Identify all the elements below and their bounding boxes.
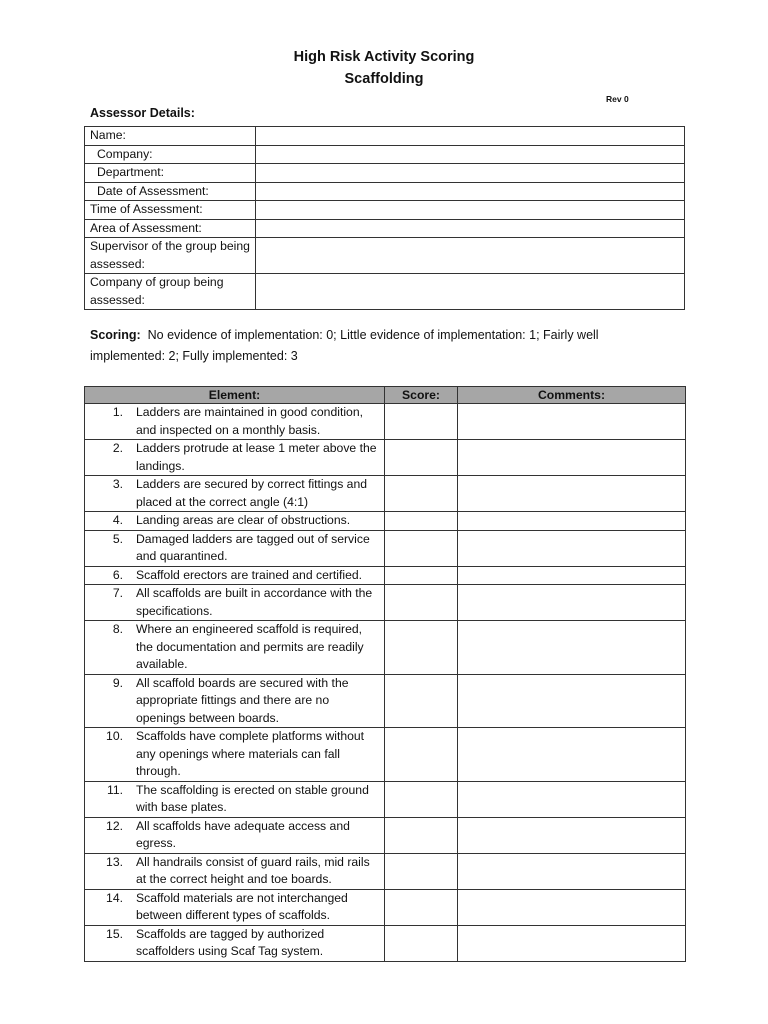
score-cell[interactable] — [385, 585, 458, 621]
comment-cell[interactable] — [458, 585, 686, 621]
area-of-assessment-field[interactable] — [256, 219, 685, 238]
assessor-details-table — [84, 126, 685, 310]
comment-cell[interactable] — [458, 889, 686, 925]
element-cell — [85, 674, 385, 728]
element-number: 14. — [106, 890, 123, 905]
name-field[interactable] — [256, 127, 685, 146]
element-number: 13. — [106, 854, 123, 869]
score-cell[interactable] — [385, 404, 458, 440]
score-cell[interactable] — [385, 530, 458, 566]
score-cell[interactable] — [385, 476, 458, 512]
department-label: Department: — [85, 164, 256, 183]
time-of-assessment-field[interactable] — [256, 201, 685, 220]
element-number: 2. — [112, 441, 123, 455]
revision-label: Rev 0 — [606, 94, 629, 104]
comment-cell[interactable] — [458, 728, 686, 782]
element-scoring-table — [84, 386, 686, 962]
table-row — [85, 728, 686, 782]
area-of-assessment-label: Area of Assessment: — [85, 219, 256, 238]
assessor-row-name — [85, 127, 685, 146]
assessor-row-date — [85, 182, 685, 201]
name-label: Name: — [85, 127, 256, 146]
assessor-details-heading: Assessor Details: — [90, 106, 195, 120]
group-company-field[interactable] — [256, 274, 685, 310]
comment-cell[interactable] — [458, 566, 686, 585]
page-subtitle: Scaffolding — [344, 71, 424, 87]
score-cell[interactable] — [385, 566, 458, 585]
element-number: 9. — [112, 675, 123, 690]
table-row — [85, 585, 686, 621]
element-cell — [85, 585, 385, 621]
table-row — [85, 476, 686, 512]
score-column-header: Score: — [385, 387, 458, 404]
element-text: Scaffolds have complete platforms without any openings where materials can fall through. — [136, 729, 365, 778]
element-cell — [85, 781, 385, 817]
assessor-row-department — [85, 164, 685, 183]
table-row — [85, 781, 686, 817]
element-table-body — [85, 404, 686, 962]
table-row — [85, 925, 686, 961]
element-cell — [85, 476, 385, 512]
assessor-row-company — [85, 145, 685, 164]
table-header-row — [85, 387, 686, 404]
element-number: 3. — [112, 477, 123, 491]
element-cell — [85, 889, 385, 925]
table-row — [85, 530, 686, 566]
comment-cell[interactable] — [458, 476, 686, 512]
scoring-label: Scoring: — [90, 328, 141, 342]
scoring-legend — [90, 325, 650, 367]
element-text: Ladders protrude at lease 1 meter above the landings. — [136, 441, 377, 473]
comment-cell[interactable] — [458, 853, 686, 889]
score-cell[interactable] — [385, 728, 458, 782]
table-row — [85, 889, 686, 925]
element-number: 4. — [112, 513, 123, 527]
assessor-row-group-company — [85, 274, 685, 310]
element-cell — [85, 440, 385, 476]
comment-cell[interactable] — [458, 440, 686, 476]
table-row — [85, 674, 686, 728]
element-text: Landing areas are clear of obstructions. — [136, 513, 351, 527]
table-row — [85, 566, 686, 585]
element-text: All scaffold boards are secured with the appropriate fittings and there are no openings between boards. — [136, 675, 349, 725]
element-text: The scaffolding is erected on stable ground with base plates. — [136, 782, 369, 814]
comment-cell[interactable] — [458, 512, 686, 531]
element-text: All scaffolds have adequate access and egress. — [136, 818, 350, 850]
element-number: 7. — [112, 586, 123, 600]
element-cell — [85, 512, 385, 531]
comment-cell[interactable] — [458, 674, 686, 728]
score-cell[interactable] — [385, 440, 458, 476]
comment-cell[interactable] — [458, 621, 686, 675]
comment-cell[interactable] — [458, 404, 686, 440]
element-number: 11. — [106, 782, 123, 797]
element-cell — [85, 530, 385, 566]
company-field[interactable] — [256, 145, 685, 164]
assessor-row-supervisor — [85, 238, 685, 274]
element-cell — [85, 817, 385, 853]
scoring-description: No evidence of implementation: 0; Little evidence of implementation: 1; Fairly well implemented: 2; Fully implemented: 3 — [90, 328, 599, 363]
score-cell[interactable] — [385, 621, 458, 675]
element-text: Ladders are secured by correct fittings and placed at the correct angle (4:1) — [136, 477, 368, 509]
score-cell[interactable] — [385, 512, 458, 531]
element-column-header: Element: — [85, 387, 385, 404]
department-field[interactable] — [256, 164, 685, 183]
score-cell[interactable] — [385, 817, 458, 853]
table-row — [85, 817, 686, 853]
element-cell — [85, 566, 385, 585]
element-number: 8. — [112, 622, 123, 636]
element-cell — [85, 728, 385, 782]
group-company-label: Company of group being assessed: — [85, 274, 256, 310]
comment-cell[interactable] — [458, 925, 686, 961]
table-row — [85, 440, 686, 476]
table-row — [85, 512, 686, 531]
element-cell — [85, 925, 385, 961]
assessor-row-time — [85, 201, 685, 220]
element-cell — [85, 621, 385, 675]
element-number: 5. — [112, 531, 123, 546]
element-text: Scaffold materials are not interchanged between different types of scaffolds. — [136, 890, 348, 922]
page-title: High Risk Activity Scoring — [293, 49, 475, 65]
score-cell[interactable] — [385, 889, 458, 925]
element-number: 1. — [112, 405, 123, 419]
score-cell[interactable] — [385, 853, 458, 889]
time-of-assessment-label: Time of Assessment: — [85, 201, 256, 220]
comment-cell[interactable] — [458, 781, 686, 817]
score-cell[interactable] — [385, 925, 458, 961]
element-text: All handrails consist of guard rails, mid rails at the correct height and toe boards. — [136, 854, 370, 886]
element-text: Ladders are maintained in good condition, and inspected on a monthly basis. — [136, 405, 363, 437]
element-number: 15. — [106, 926, 123, 941]
supervisor-field[interactable] — [256, 238, 685, 274]
element-cell — [85, 853, 385, 889]
element-text: All scaffolds are built in accordance with the specifications. — [136, 586, 373, 618]
comment-cell[interactable] — [458, 530, 686, 566]
element-text: Scaffold erectors are trained and certified. — [136, 567, 363, 582]
element-text: Scaffolds are tagged by authorized scaffolders using Scaf Tag system. — [136, 926, 325, 958]
table-row — [85, 853, 686, 889]
assessor-row-area — [85, 219, 685, 238]
element-number: 10. — [106, 729, 123, 743]
comments-column-header: Comments: — [458, 387, 686, 404]
company-label: Company: — [85, 145, 256, 164]
element-number: 12. — [106, 818, 123, 833]
comment-cell[interactable] — [458, 817, 686, 853]
table-row — [85, 621, 686, 675]
element-cell — [85, 404, 385, 440]
supervisor-label: Supervisor of the group being assessed: — [85, 238, 256, 274]
element-text: Where an engineered scaffold is required, the documentation and permits are readily available. — [136, 622, 364, 671]
table-row — [85, 404, 686, 440]
element-number: 6. — [112, 567, 123, 582]
date-of-assessment-label: Date of Assessment: — [85, 182, 256, 201]
element-text: Damaged ladders are tagged out of service and quarantined. — [136, 531, 370, 563]
date-of-assessment-field[interactable] — [256, 182, 685, 201]
score-cell[interactable] — [385, 674, 458, 728]
score-cell[interactable] — [385, 781, 458, 817]
